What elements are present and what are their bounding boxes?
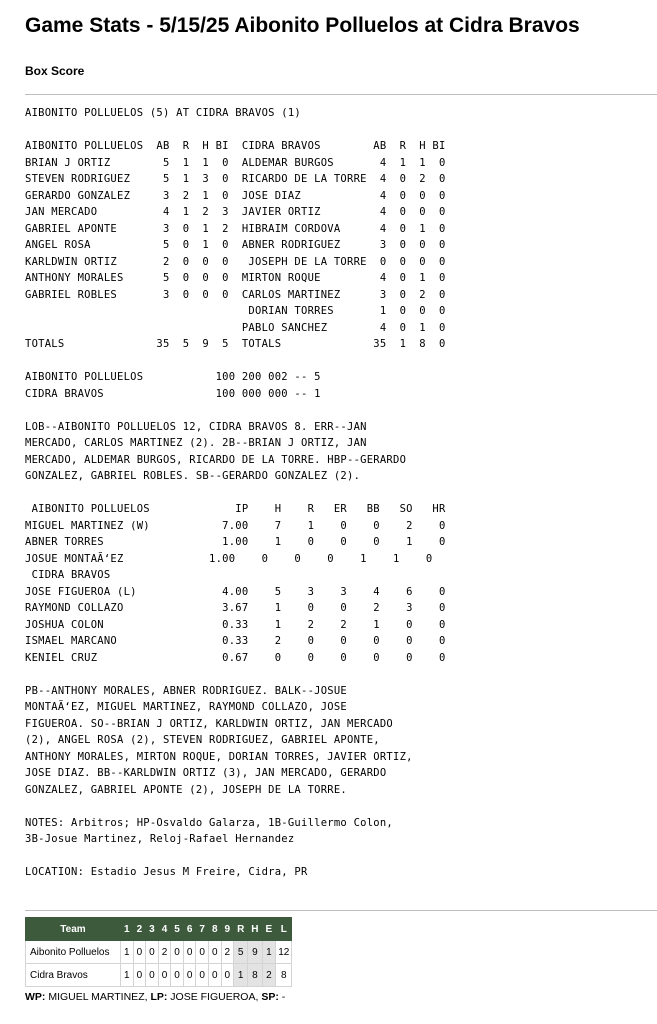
pitching-decisions	[25, 991, 285, 1003]
header-inning-9: 9	[221, 918, 234, 941]
header-team: Team	[26, 918, 121, 941]
box-score-line: DORIAN TORRES 1 0 0 0	[25, 305, 446, 317]
header-inning-7: 7	[196, 918, 209, 941]
box-score-line: JOSE DIAZ. BB--KARLDWIN ORTIZ (3), JAN MERCADO, GERARDO	[25, 767, 387, 779]
inning-score: 0	[171, 941, 184, 964]
errors-total: 1	[262, 941, 276, 964]
box-score-line: TOTALS 35 5 9 5 TOTALS 35 1 8 0	[25, 338, 446, 350]
box-score-line: AIBONITO POLLUELOS IP H R ER BB SO HR	[25, 503, 446, 515]
linescore-header-row	[26, 918, 292, 941]
box-score-line: NOTES: Arbitros; HP-Osvaldo Galarza, 1B-Guillermo Colon,	[25, 816, 394, 829]
header-inning-4: 4	[158, 918, 171, 941]
inning-score: 0	[133, 964, 146, 987]
inning-score: 0	[171, 964, 184, 987]
header-lob: L	[276, 918, 292, 941]
inning-score: 0	[146, 964, 159, 987]
box-score-line: STEVEN RODRIGUEZ 5 1 3 0 RICARDO DE LA TORRE 4 0 2 0	[25, 173, 446, 185]
inning-score: 0	[133, 941, 146, 964]
header-inning-3: 3	[146, 918, 159, 941]
box-score-line: JOSUE MONTAÃ‘EZ 1.00 0 0 0 1 1 0	[25, 552, 433, 565]
hits-total: 8	[248, 964, 262, 987]
team-name: Cidra Bravos	[26, 964, 121, 987]
inning-score: 0	[183, 964, 196, 987]
box-score-line: PB--ANTHONY MORALES, ABNER RODRIGUEZ. BALK--JOSUE	[25, 684, 348, 697]
linescore-row-home	[26, 964, 292, 987]
box-score-line: GONZALEZ, GABRIEL ROBLES. SB--GERARDO GONZALEZ (2).	[25, 470, 361, 482]
header-inning-8: 8	[208, 918, 221, 941]
box-score-line: ANTHONY MORALES 5 0 0 0 MIRTON ROQUE 4 0 1 0	[25, 272, 446, 284]
header-inning-1: 1	[121, 918, 134, 941]
box-score-line: MIGUEL MARTINEZ (W) 7.00 7 1 0 0 2 0	[25, 519, 446, 532]
box-score-line: 3B-Josue Martinez, Reloj-Rafael Hernandez	[25, 833, 295, 845]
winning-pitcher: MIGUEL MARTINEZ,	[48, 991, 148, 1003]
box-score-line: ABNER TORRES 1.00 1 0 0 0 1 0	[25, 536, 446, 548]
runs-total: 5	[234, 941, 248, 964]
inning-score: 1	[121, 941, 134, 964]
box-score-line: BRIAN J ORTIZ 5 1 1 0 ALDEMAR BURGOS 4 1 1 0	[25, 156, 446, 169]
box-score-line: RAYMOND COLLAZO 3.67 1 0 0 2 3 0	[25, 602, 446, 614]
section-subtitle: Box Score	[25, 64, 85, 78]
box-score-line: LOB--AIBONITO POLLUELOS 12, CIDRA BRAVOS 8. ERR--JAN	[25, 420, 367, 433]
linescore-row-away	[26, 941, 292, 964]
box-score-line: LOCATION: Estadio Jesus M Freire, Cidra, PR	[25, 866, 308, 878]
header-inning-2: 2	[133, 918, 146, 941]
inning-score: 0	[196, 941, 209, 964]
lob-total: 8	[276, 964, 292, 987]
inning-score: 0	[196, 964, 209, 987]
box-score-line: GERARDO GONZALEZ 3 2 1 0 JOSE DIAZ 4 0 0 0	[25, 189, 446, 202]
box-score-line: JAN MERCADO 4 1 2 3 JAVIER ORTIZ 4 0 0 0	[25, 206, 446, 218]
errors-total: 2	[262, 964, 276, 987]
divider-bottom	[25, 910, 657, 911]
runs-total: 1	[234, 964, 248, 987]
hits-total: 9	[248, 941, 262, 964]
box-score-line: AIBONITO POLLUELOS AB R H BI CIDRA BRAVOS AB R H BI	[25, 140, 446, 152]
box-score-line: CIDRA BRAVOS 100 000 000 -- 1	[25, 387, 321, 400]
box-score-text	[25, 105, 446, 881]
box-score-line: KENIEL CRUZ 0.67 0 0 0 0 0 0	[25, 651, 446, 664]
inning-score: 0	[208, 941, 221, 964]
header-inning-6: 6	[183, 918, 196, 941]
box-score-line: ANGEL ROSA 5 0 1 0 ABNER RODRIGUEZ 3 0 0 0	[25, 239, 446, 251]
box-score-line: MERCADO, ALDEMAR BURGOS, RICARDO DE LA TORRE. HBP--GERARDO	[25, 453, 407, 466]
inning-score: 0	[146, 941, 159, 964]
divider-top	[25, 94, 657, 95]
lob-total: 12	[276, 941, 292, 964]
box-score-line: GONZALEZ, GABRIEL APONTE (2), JOSEPH DE LA TORRE.	[25, 783, 348, 796]
lp-label: LP:	[150, 991, 168, 1003]
inning-score: 0	[158, 964, 171, 987]
inning-score: 0	[221, 964, 234, 987]
inning-score: 2	[221, 941, 234, 964]
box-score-line: ANTHONY MORALES, MIRTON ROQUE, DORIAN TORRES, JAVIER ORTIZ,	[25, 750, 413, 763]
header-errors: E	[262, 918, 276, 941]
box-score-line: CIDRA BRAVOS	[25, 569, 111, 581]
team-name: Aibonito Polluelos	[26, 941, 121, 964]
box-score-line: JOSHUA COLON 0.33 1 2 2 1 0 0	[25, 618, 446, 631]
box-score-line: (2), ANGEL ROSA (2), STEVEN RODRIGUEZ, GABRIEL APONTE,	[25, 734, 380, 746]
box-score-line: FIGUEROA. SO--BRIAN J ORTIZ, KARLDWIN ORTIZ, JAN MERCADO	[25, 717, 394, 730]
box-score-line: GABRIEL APONTE 3 0 1 2 HIBRAIM CORDOVA 4 0 1 0	[25, 222, 446, 235]
box-score-line: KARLDWIN ORTIZ 2 0 0 0 JOSEPH DE LA TORRE 0 0 0 0	[25, 255, 446, 268]
header-runs: R	[234, 918, 248, 941]
losing-pitcher: JOSE FIGUEROA,	[170, 991, 259, 1003]
box-score-line: GABRIEL ROBLES 3 0 0 0 CARLOS MARTINEZ 3 0 2 0	[25, 288, 446, 301]
header-hits: H	[248, 918, 262, 941]
save-pitcher: -	[281, 991, 286, 1003]
inning-score: 0	[183, 941, 196, 964]
wp-label: WP:	[25, 991, 46, 1003]
box-score-line: MONTAÃ‘EZ, MIGUEL MARTINEZ, RAYMOND COLLAZO, JOSE	[25, 701, 348, 713]
page-title: Game Stats - 5/15/25 Aibonito Polluelos at Cidra Bravos	[25, 14, 580, 37]
header-inning-5: 5	[171, 918, 184, 941]
box-score-line: ISMAEL MARCANO 0.33 2 0 0 0 0 0	[25, 635, 446, 647]
inning-score: 0	[208, 964, 221, 987]
inning-score: 1	[121, 964, 134, 987]
linescore-table	[25, 917, 292, 987]
box-score-line: PABLO SANCHEZ 4 0 1 0	[25, 321, 446, 334]
box-score-line: AIBONITO POLLUELOS (5) AT CIDRA BRAVOS (1)	[25, 107, 302, 119]
inning-score: 2	[158, 941, 171, 964]
box-score-line: AIBONITO POLLUELOS 100 200 002 -- 5	[25, 371, 321, 383]
box-score-line: MERCADO, CARLOS MARTINEZ (2). 2B--BRIAN J ORTIZ, JAN	[25, 437, 367, 449]
box-score-line: JOSE FIGUEROA (L) 4.00 5 3 3 4 6 0	[25, 585, 446, 598]
sp-label: SP:	[261, 991, 279, 1003]
